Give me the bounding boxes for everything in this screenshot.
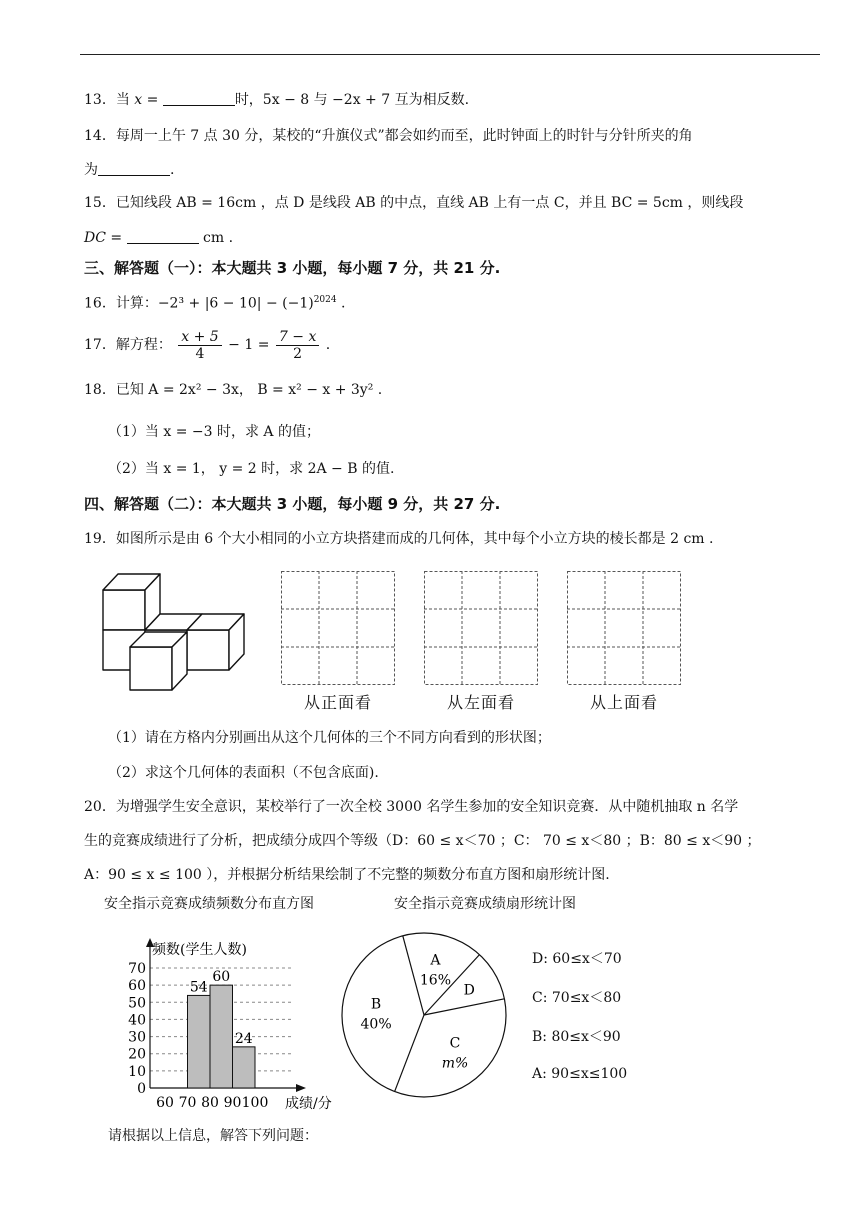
q17-middle: − 1 = xyxy=(228,337,270,353)
question-14 xyxy=(84,126,693,146)
x-tick-label: 90 xyxy=(223,1095,242,1111)
q14-suffix: . xyxy=(170,162,175,178)
y-tick-label: 10 xyxy=(128,1063,146,1080)
x-tick-label: 70 xyxy=(178,1095,197,1111)
y-tick-label: 60 xyxy=(128,978,146,995)
x-axis-arrow xyxy=(296,1084,306,1092)
fraction-1 xyxy=(178,329,221,362)
question-20-footer: 请根据以上信息，解答下列问题： xyxy=(108,1128,318,1144)
pie-slice-percent: 40% xyxy=(360,1016,392,1033)
fraction-denominator: 2 xyxy=(293,345,303,362)
front-view-grid[interactable] xyxy=(281,571,395,685)
q17-prefix: 解方程： xyxy=(115,337,172,353)
fraction-denominator: 4 xyxy=(195,345,205,362)
q20-line-1: 为增强学生安全意识，某校举行了一次全校 3000 名学生参加的安全知识竞赛．从中随机抽取 n 名学 xyxy=(115,799,739,815)
question-number: 18． xyxy=(84,382,116,398)
pie-chart xyxy=(338,930,518,1100)
header-rule xyxy=(80,54,820,55)
question-13 xyxy=(84,90,469,110)
q16-expression: −2³ + |6 − 10| − (−1) xyxy=(157,295,314,312)
x-axis-label: 成绩/分 xyxy=(285,1096,332,1112)
legend-b: B: 80≤x＜90 xyxy=(532,1029,621,1045)
question-number: 20． xyxy=(84,799,116,815)
question-16 xyxy=(84,290,346,314)
left-view-label: 从左面看 xyxy=(446,693,515,712)
fraction-numerator: 7 − x xyxy=(276,329,319,346)
bar-value-label: 24 xyxy=(234,1030,253,1047)
x-tick-label: 100 xyxy=(241,1095,269,1111)
legend-c: C: 70≤x＜80 xyxy=(532,990,622,1006)
q15-prefix: DC = xyxy=(84,230,123,246)
top-view-label: 从上面看 xyxy=(589,693,658,712)
pie-slice-percent: m% xyxy=(441,1055,469,1072)
question-18-part-1: （1）当 x = −3 时，求 A 的值； xyxy=(108,424,320,440)
question-20-line-2: 生的竞赛成绩进行了分析，把成绩分成四个等级（D：60 ≤ x＜70 ；C： 70 ≤ x＜80 ；B：80 ≤ x＜90 ； xyxy=(84,833,761,849)
pie-slice-name: A xyxy=(430,952,441,969)
y-tick-label: 40 xyxy=(128,1012,146,1029)
question-20-line-3: A：90 ≤ x ≤ 100 ），并根据分析结果绘制了不完整的频数分布直方图和扇形统计图. xyxy=(84,867,610,883)
section-3-heading: 三、解答题（一）：本大题共 3 小题，每小题 7 分，共 21 分. xyxy=(84,259,501,277)
q13-text: 时，5x − 8 与 −2x + 7 互为相反数. xyxy=(234,92,470,108)
front-view-label: 从正面看 xyxy=(303,693,372,712)
question-19 xyxy=(84,529,713,549)
pie-slice-percent: 16% xyxy=(419,972,452,989)
x-tick-label: 80 xyxy=(201,1095,219,1111)
question-number: 19． xyxy=(84,531,116,547)
question-18 xyxy=(84,380,382,400)
y-axis-label: 频数(学生人数) xyxy=(152,942,247,958)
question-18-part-2: （2）当 x = 1， y = 2 时，求 2A − B 的值. xyxy=(108,461,395,477)
q17-suffix: . xyxy=(325,337,331,353)
cube-solid-figure xyxy=(100,570,260,695)
question-15-continued xyxy=(84,228,233,248)
histogram-bar xyxy=(233,1047,256,1088)
left-view-grid[interactable] xyxy=(424,571,538,685)
q16-suffix: . xyxy=(336,295,346,312)
fraction-2 xyxy=(276,329,319,362)
question-number: 14． xyxy=(84,128,116,144)
y-tick-label: 20 xyxy=(128,1046,146,1063)
pie-slice-name: B xyxy=(370,996,382,1013)
q14-text: 每周一上午 7 点 30 分，某校的“升旗仪式”都会如约而至，此时钟面上的时针与分针所夹的角 xyxy=(115,128,693,144)
top-view-grid[interactable] xyxy=(567,571,681,685)
q15-text: 已知线段 AB = 16cm ，点 D 是线段 AB 的中点，直线 AB 上有一点 C，并且 BC = 5cm ，则线段 xyxy=(115,195,744,211)
answer-blank[interactable] xyxy=(127,228,199,244)
y-tick-label: 50 xyxy=(128,995,146,1012)
question-17 xyxy=(84,326,330,364)
question-number: 16． xyxy=(84,295,116,312)
legend-d: D: 60≤x＜70 xyxy=(532,951,622,967)
q13-prefix: 当 xyxy=(115,92,130,108)
question-number: 13． xyxy=(84,92,116,108)
question-15 xyxy=(84,193,743,213)
question-19-part-1: （1）请在方格内分别画出从这个几何体的三个不同方向看到的形状图； xyxy=(108,730,551,746)
frequency-histogram xyxy=(110,935,350,1115)
answer-blank[interactable] xyxy=(98,160,170,176)
histogram-title: 安全指示竞赛成绩频数分布直方图 xyxy=(104,896,314,912)
answer-blank[interactable] xyxy=(163,90,235,106)
pie-slice-name: C xyxy=(449,1035,461,1052)
q15-suffix: cm . xyxy=(203,230,234,246)
q14-prefix: 为 xyxy=(84,162,98,178)
y-tick-label: 70 xyxy=(128,961,146,977)
q19-text: 如图所示是由 6 个大小相同的小立方块搭建而成的几何体，其中每个小立方块的棱长都是 2 cm . xyxy=(115,531,714,547)
pie-slice-boundary xyxy=(395,1015,424,1092)
section-4-heading: 四、解答题（二）：本大题共 3 小题，每小题 9 分，共 27 分. xyxy=(84,495,501,513)
histogram-bar xyxy=(188,995,211,1088)
q13-variable: x = xyxy=(134,92,159,108)
question-14-continued xyxy=(84,160,174,180)
question-number: 17． xyxy=(84,337,116,353)
question-number: 15． xyxy=(84,195,116,211)
bar-value-label: 60 xyxy=(212,969,231,986)
pie-slice-name: D xyxy=(463,982,475,999)
bar-value-label: 54 xyxy=(189,979,208,996)
fraction-numerator: x + 5 xyxy=(178,329,221,346)
legend-a: A: 90≤x≤100 xyxy=(532,1066,628,1082)
x-tick-label: 60 xyxy=(156,1095,174,1111)
pie-chart-title: 安全指示竞赛成绩扇形统计图 xyxy=(394,896,576,912)
q16-exponent: 2024 xyxy=(313,295,337,305)
q18-text: 已知 A = 2x² − 3x， B = x² − x + 3y² . xyxy=(115,382,383,398)
question-19-part-2: （2）求这个几何体的表面积（不包含底面). xyxy=(108,765,379,781)
y-tick-label: 0 xyxy=(137,1081,146,1097)
histogram-bar xyxy=(210,985,233,1088)
question-20 xyxy=(84,797,738,817)
q16-prefix: 计算： xyxy=(115,295,158,312)
y-tick-label: 30 xyxy=(128,1029,146,1046)
